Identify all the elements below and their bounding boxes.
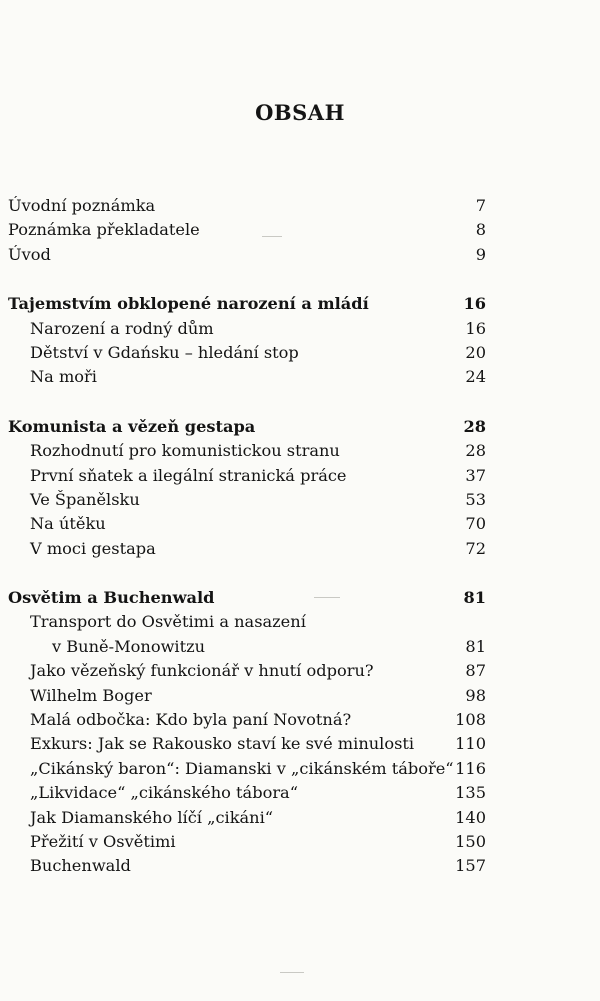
- toc-entry: [8, 464, 486, 488]
- toc-entry: [8, 488, 486, 512]
- toc-entry-page: 140: [455, 807, 486, 827]
- toc-entry-label: První sňatek a ilegální stranická práce: [30, 465, 347, 485]
- pencil-mark: [314, 597, 340, 598]
- toc-entry: [8, 781, 486, 805]
- toc-entry-label: Komunista a vězeň gestapa: [8, 416, 256, 436]
- toc-entry-label: Osvětim a Buchenwald: [8, 588, 215, 608]
- toc-entry-page: 81: [463, 588, 486, 608]
- toc-entry: [8, 757, 486, 781]
- toc-entry-page: 116: [455, 758, 486, 778]
- toc-entry-page: 81: [465, 636, 486, 656]
- toc-entry: [8, 512, 486, 536]
- toc-entry-page: 16: [465, 318, 486, 338]
- toc-entry-page: 28: [465, 441, 486, 461]
- toc-entry-label: Transport do Osvětimi a nasazení: [30, 612, 306, 632]
- toc-entry-page: 28: [463, 416, 486, 436]
- toc-entry-label: Na útěku: [30, 514, 106, 534]
- toc-entry-page: 70: [465, 514, 486, 534]
- toc-entry-label: Poznámka překladatele: [8, 220, 200, 240]
- toc-entry-page: 20: [465, 342, 486, 362]
- toc-entry: [8, 194, 486, 218]
- toc-entry-label: Jako vězeňský funkcionář v hnutí odporu?: [30, 661, 374, 681]
- toc-entry: [8, 659, 486, 683]
- toc-entry-page: 24: [465, 367, 486, 387]
- toc-entry-label: Tajemstvím obklopené narození a mládí: [8, 294, 369, 314]
- toc-entry: [8, 610, 486, 634]
- toc-entry: [8, 537, 486, 561]
- toc-entry-label: Wilhelm Boger: [30, 685, 152, 705]
- toc-entry: [8, 317, 486, 341]
- toc-entry-page: 157: [455, 856, 486, 876]
- toc-entry: [8, 806, 486, 830]
- toc-entry: [8, 218, 486, 242]
- toc-entry-label: Úvodní poznámka: [8, 196, 156, 215]
- toc-entry-label: Narození a rodný dům: [30, 318, 214, 338]
- toc-entry: [8, 341, 486, 365]
- toc-entry-page: 37: [465, 465, 486, 485]
- toc-entry-label: Úvod: [8, 244, 51, 264]
- toc-entry: [8, 243, 486, 267]
- toc-chapter-heading: [8, 415, 486, 439]
- toc-entry-page: 110: [455, 734, 486, 754]
- toc-entry: [8, 708, 486, 732]
- pencil-mark: [262, 236, 282, 237]
- toc-entry-page: 98: [465, 685, 486, 705]
- toc-entry-page: 9: [475, 244, 486, 264]
- toc-entry: [8, 439, 486, 463]
- toc-entry-label: Přežití v Osvětimi: [30, 831, 176, 851]
- toc-entry-label: v Buně-Monowitzu: [52, 636, 206, 656]
- toc-entry-page: 8: [475, 220, 486, 240]
- toc-entry-label: Malá odbočka: Kdo byla paní Novotná?: [30, 710, 352, 730]
- toc-entry: [8, 684, 486, 708]
- toc-entry-label: „Likvidace“ „cikánského tábora“: [30, 783, 298, 803]
- toc-chapter-heading: [8, 292, 486, 316]
- toc-entry: [8, 830, 486, 854]
- toc-entry-page: 16: [463, 294, 486, 314]
- toc-entry: [8, 732, 486, 756]
- toc-entry-page: 108: [455, 710, 486, 730]
- toc-chapter-heading: [8, 586, 486, 610]
- toc-entry-page: 7: [475, 196, 486, 215]
- toc-entry-page: 72: [465, 538, 486, 558]
- toc-entry-label: V moci gestapa: [30, 538, 156, 558]
- toc-entry-page: 150: [455, 831, 486, 851]
- toc-entry-label: Ve Španělsku: [30, 489, 140, 509]
- pencil-mark: [280, 972, 304, 973]
- toc-entry-label: „Cikánský baron“: Diamanski v „cikánském táboře“: [30, 758, 454, 778]
- toc-entry-continuation: [8, 635, 486, 659]
- toc-entry: [8, 854, 486, 878]
- toc-entry: [8, 365, 486, 389]
- toc-entry-page: 53: [465, 489, 486, 509]
- toc-entry-label: Na moři: [30, 367, 97, 387]
- toc-entry-label: Exkurs: Jak se Rakousko staví ke své minulosti: [30, 734, 415, 754]
- toc-entry-label: Buchenwald: [30, 856, 131, 876]
- toc-entry-label: Rozhodnutí pro komunistickou stranu: [30, 441, 340, 461]
- toc-entry-page: 135: [455, 783, 486, 803]
- toc-entry-label: Dětství v Gdańsku – hledání stop: [30, 342, 299, 362]
- page-title: OBSAH: [255, 100, 345, 125]
- table-of-contents: [8, 194, 486, 879]
- toc-entry-page: 87: [465, 661, 486, 681]
- toc-entry-label: Jak Diamanského líčí „cikáni“: [30, 807, 274, 827]
